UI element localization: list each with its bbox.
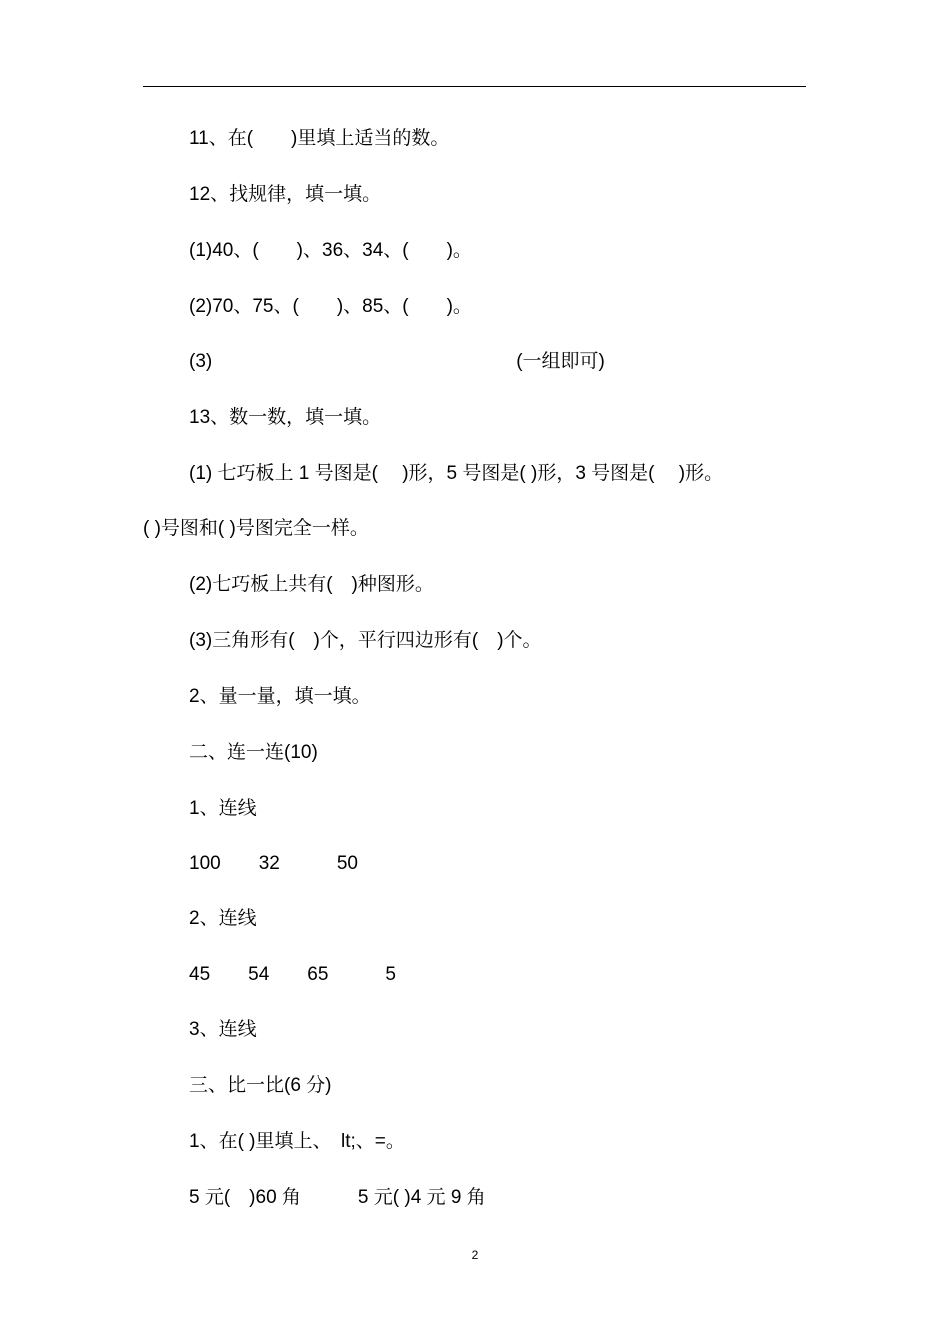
line-q12-3: (3) (一组即可) <box>189 351 605 372</box>
line-connect-1-numbers: 100 32 50 <box>189 853 358 874</box>
page-number: 2 <box>471 1248 479 1262</box>
line-q13-2: (2)七巧板上共有( )种图形。 <box>189 574 434 595</box>
line-connect-2-numbers: 45 54 65 5 <box>189 964 396 985</box>
line-q12-2: (2)70、75、( )、85、( )。 <box>189 296 472 317</box>
line-q12-1: (1)40、( )、36、34、( )。 <box>189 240 472 261</box>
section-heading-compare: 三、比一比(6 分) <box>189 1075 332 1096</box>
section-heading-connect: 二、连一连(10) <box>189 742 318 763</box>
line-q13-1-cont: ( )号图和( )号图完全一样。 <box>143 518 369 539</box>
line-connect-3: 3、连线 <box>189 1019 257 1040</box>
line-compare-1: 1、在( )里填上、 lt;、=。 <box>189 1131 405 1152</box>
line-connect-1: 1、连线 <box>189 798 257 819</box>
line-q12: 12、找规律，填一填。 <box>189 184 382 205</box>
line-q13-3: (3)三角形有( )个，平行四边形有( )个。 <box>189 630 542 651</box>
line-q13: 13、数一数，填一填。 <box>189 407 382 428</box>
line-compare-1-items: 5 元( )60 角 5 元( )4 元 9 角 <box>189 1187 486 1208</box>
line-measure: 2、量一量，填一填。 <box>189 686 371 707</box>
line-connect-2: 2、连线 <box>189 908 257 929</box>
header-rule <box>143 86 806 87</box>
line-q13-1: (1) 七巧板上 1 号图是( )形，5 号图是( )形，3 号图是( )形。 <box>189 463 724 484</box>
line-q11: 11、在( )里填上适当的数。 <box>189 128 450 149</box>
